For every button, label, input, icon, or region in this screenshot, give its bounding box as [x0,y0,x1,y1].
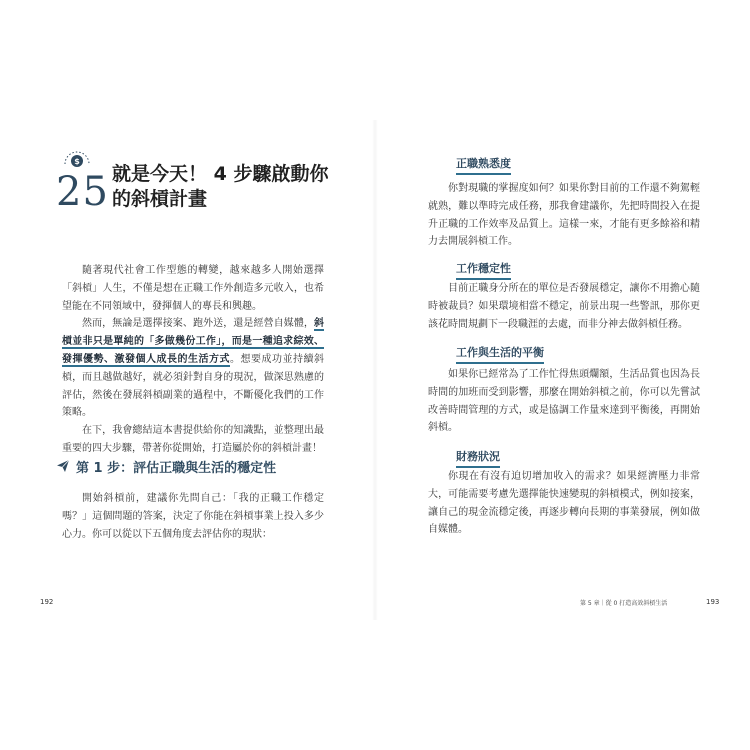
left-page-number: 192 [40,598,54,606]
paragraph-3: 在下，我會總結這本書提供給你的知識點，並整理出最重要的四大步驟，帶著你從開始，打造屬於你的斜槓計畫！ [62,425,324,454]
section-heading-stability: 工作穩定性 [456,262,511,280]
section-heading-finance: 財務狀況 [456,450,500,468]
svg-text:$: $ [74,157,80,166]
section-heading-work-life-balance: 工作與生活的平衡 [456,346,544,364]
paragraph-2-start: 然而，無論是選擇接案、跑外送，還是經營自媒體， [82,318,314,330]
paragraph-2 [62,315,324,422]
dollar-coin-icon [62,148,92,170]
chapter-title: 就是今天！ 4 步驟啟動你的斜槓計畫 [112,163,329,210]
paragraph-1: 隨著現代社會工作型態的轉變，越來越多人開始選擇「斜槓」人生，不僅是想在正職工作外創造多元收入，也希望能在不同領域中，發揮個人的專長和興趣。 [62,265,324,312]
step-1-paragraph: 開始斜槓前，建議你先問自己：「我的正職工作穩定嗎？」這個問題的答案，決定了你能在斜槓事業上投入多少心力。你可以從以下五個角度去評估你的現狀： [62,493,324,540]
intro-text [62,262,324,458]
right-page-number: 193 [706,598,720,606]
chapter-number: 25 [56,169,109,215]
section-body-work-life-balance [428,366,700,437]
step-1-title: 第 1 步：評估正職與生活的穩定性 [76,460,277,476]
section-heading-familiarity: 正職熟悉度 [456,157,511,175]
step-1-text [62,490,324,543]
section-body-finance [428,468,700,539]
running-head: 第 5 章｜從 0 打造高效斜槓生活 [580,600,668,607]
section-body-familiarity [428,180,700,251]
paper-plane-icon [56,459,70,473]
section-paragraph: 目前正職身分所在的單位是否發展穩定，讓你不用擔心隨時被裁員？如果環境相當不穩定，前景出現一些警訊，那你更該花時間規劃下一段職涯的去處，而非分神去做斜槓任務。 [428,283,700,330]
section-paragraph: 你現在有沒有迫切增加收入的需求？如果經濟壓力非常大，可能需要考慮先選擇能快速變現的斜槓模式，例如接案，讓自己的現金流穩定後，再逐步轉向長期的事業發展，例如做自媒體。 [428,471,700,536]
step-1-heading [56,456,276,476]
paragraph-2-end: 。想要成功並持續斜槓，而且越做越好，就必須針對自身的現況，做深思熟慮的評估，然後在發展斜槓副業的過程中，不斷優化我們的工作策略。 [62,353,324,419]
section-paragraph: 你對現職的掌握度如何？如果你對目前的工作還不夠駕輕就熟，難以準時完成任務，那我會建議你，先把時間投入在提升正職的工作效率及品質上。這樣一來，才能有更多餘裕和精力去開展斜槓工作。 [428,183,700,248]
section-body-stability [428,280,700,333]
highlighted-statement: 斜槓並非只是單純的「多做幾份工作」，而是一種追求綜效、發揮優勢、激發個人成長的生活方式 [62,318,324,365]
section-paragraph: 如果你已經常為了工作忙得焦頭爛額，生活品質也因為長時間的加班而受到影響，那麼在開始斜槓之前，你可以先嘗試改善時間管理的方式，或是協調工作量來達到平衡後，再開始斜槓。 [428,369,700,434]
